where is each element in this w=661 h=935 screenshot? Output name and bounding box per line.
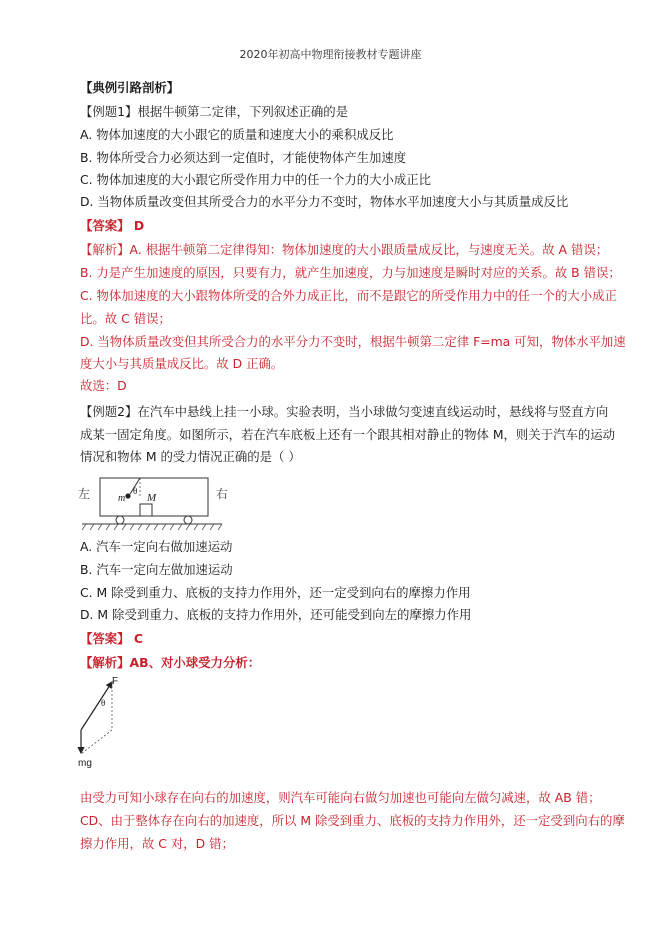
wheel	[184, 516, 192, 524]
left-label: 左	[78, 487, 91, 501]
example2-question-line: 情况和物体 M 的受力情况正确的是（ ）	[80, 449, 301, 464]
gravity-label: mg	[78, 758, 92, 768]
example1-conclusion: 故选：D	[80, 378, 127, 393]
example1-question: 【例题1】根据牛顿第二定律，下列叙述正确的是	[80, 104, 349, 119]
ground-hatching	[82, 524, 222, 530]
example2-answer: 【答案】 C	[80, 631, 143, 646]
example1-analysis-line: C. 物体加速度的大小跟物体所受的合外力成正比，而不是跟它的所受作用力中的任一个的大小成正	[80, 288, 617, 303]
example1-analysis-line: D. 当物体质量改变但其所受合力的水平分力不变时，根据牛顿第二定律 F=ma 可知，物体水平加速	[80, 334, 626, 349]
example2-option-b: B. 汽车一定向左做加速运动	[80, 562, 233, 577]
example2-question-line: 【例题2】在汽车中悬线上挂一小球。实验表明，当小球做匀变速直线运动时，悬线将与竖直方向	[80, 404, 609, 419]
ball	[125, 493, 130, 498]
page-header: 2020年初高中物理衔接教材专题讲座	[239, 48, 422, 61]
example2-analysis-intro: 【解析】AB、对小球受力分析：	[80, 655, 261, 670]
example1-analysis-line: 比。故 C 错误；	[80, 311, 171, 326]
example2-analysis-line: 由受力可知小球存在向右的加速度，则汽车可能向右做匀加速也可能向左做匀减速，故 AB 错；	[80, 790, 601, 805]
ball-label: m	[118, 493, 126, 504]
example1-analysis-line: 【解析】A. 根据牛顿第二定律得知：物体加速度的大小跟质量成反比，与速度无关。故 A 错误；	[80, 242, 609, 257]
example2-option-a: A. 汽车一定向右做加速运动	[80, 539, 233, 554]
example1-option-c: C. 物体加速度的大小跟它所受作用力中的任一个力的大小成正比	[80, 172, 432, 187]
block-m	[140, 504, 152, 516]
car-diagram	[72, 474, 232, 532]
example2-option-c: C. M 除受到重力、底板的支持力作用外，还一定受到向右的摩擦力作用	[80, 585, 471, 600]
example2-analysis-line: 擦力作用，故 C 对，D 错；	[80, 836, 234, 851]
wheel	[116, 516, 124, 524]
example1-answer: 【答案】 D	[80, 218, 145, 233]
example1-option-a: A. 物体加速度的大小跟它的质量和速度大小的乘积成反比	[80, 127, 394, 142]
example1-option-b: B. 物体所受合力必须达到一定值时，才能使物体产生加速度	[80, 150, 407, 165]
example2-question-line: 成某一固定角度。如图所示，若在汽车底板上还有一个跟其相对静止的物体 M，则关于汽车的运动	[80, 427, 616, 442]
dashed-diagonal	[81, 730, 112, 754]
example1-analysis-line: 度大小与其质量成反比。故 D 正确。	[80, 356, 284, 371]
example2-option-d: D. M 除受到重力、底板的支持力作用外，还可能受到向左的摩擦力作用	[80, 607, 472, 622]
right-label: 右	[216, 487, 229, 501]
example1-analysis-line: B. 力是产生加速度的原因，只要有力，就产生加速度，力与加速度是瞬时对应的关系。故 B 错误；	[80, 265, 621, 280]
force-label: F	[112, 676, 119, 687]
block-label: M	[147, 492, 157, 504]
example2-analysis-line: CD、由于整体存在向右的加速度，所以 M 除受到重力、底板的支持力作用外，还一定受到向右的摩	[80, 813, 625, 828]
angle-label: θ	[133, 486, 138, 496]
example1-option-d: D. 当物体质量改变但其所受合力的水平分力不变时，物体水平加速度大小与其质量成反比	[80, 194, 569, 209]
force-diagram	[74, 674, 144, 768]
tension-arrow	[81, 682, 112, 730]
section-title: 【典例引路剖析】	[80, 80, 180, 95]
angle-label: θ	[101, 698, 106, 708]
